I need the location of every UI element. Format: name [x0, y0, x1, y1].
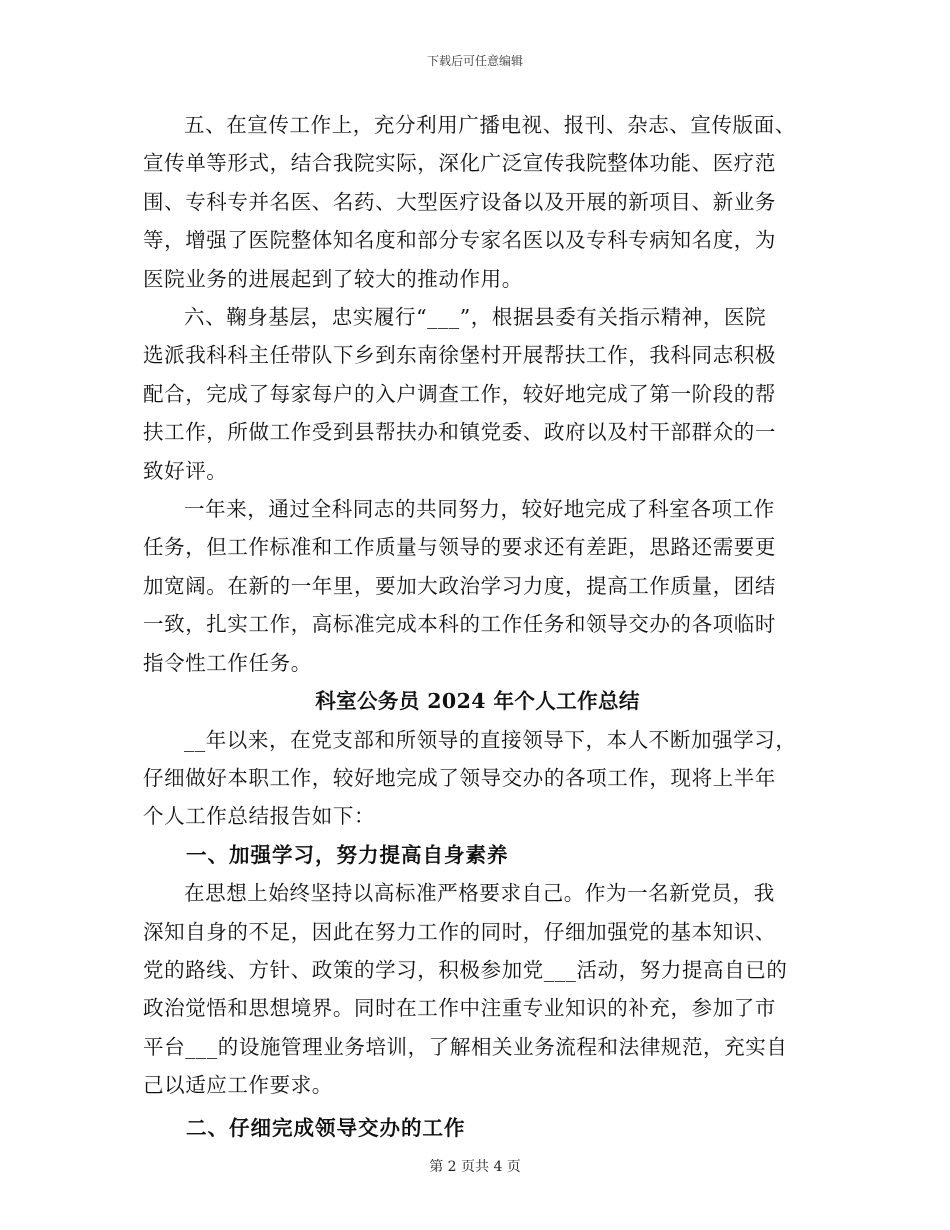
text-line: 深知自身的不足，因此在努力工作的同时，仔细加强党的基本知识、	[143, 919, 776, 944]
text-line: 医院业务的进展起到了较大的推动作用。	[143, 266, 523, 291]
text-line: 己以适应工作要求。	[143, 1073, 333, 1098]
paragraph-grassroots	[143, 298, 808, 490]
text-line: 平台___的设施管理业务培训，了解相关业务流程和法律规范，充实自	[143, 1034, 788, 1059]
section-heading-2: 二、仔细完成领导交办的工作	[186, 1115, 466, 1140]
text-line: 等，增强了医院整体知名度和部分专家名医以及专科专病知名度，为	[143, 228, 776, 253]
text-line: 选派我科科主任带队下乡到东南徐堡村开展帮扶工作，我科同志积极	[143, 343, 776, 368]
text-line: 仔细做好本职工作，较好地完成了领导交办的各项工作，现将上半年	[143, 765, 776, 790]
text-line: 一致，扎实工作，高标准完成本科的工作任务和领导交办的各项临时	[143, 612, 776, 637]
text-line: 五、在宣传工作上，充分利用广播电视、报刊、杂志、宣传版面、	[184, 113, 796, 137]
text-line: 任务，但工作标准和工作质量与领导的要求还有差距，思路还需要更	[143, 535, 776, 560]
page-header: 下载后可任意编辑	[426, 54, 523, 68]
text-line: __年以来，在党支部和所领导的直接领导下，本人不断加强学习，	[184, 727, 797, 752]
text-line: 围、专科专并名医、名药、大型医疗设备以及开展的新项目、新业务	[143, 189, 776, 214]
paragraph-intro	[143, 721, 808, 836]
text-line: 指令性工作任务。	[143, 650, 312, 675]
text-line: 六、鞠身基层，忠实履行“___”，根据县委有关指示精神，医院	[184, 305, 767, 330]
text-line: 个人工作总结报告如下：	[143, 804, 376, 829]
paragraph-summary-year	[143, 490, 808, 682]
text-line: 在思想上始终坚持以高标准严格要求自己。作为一名新党员，我	[184, 881, 775, 906]
section-heading-1: 一、加强学习，努力提高自身素养	[186, 842, 509, 867]
paragraph-publicity	[143, 106, 808, 298]
page-footer: 第 2 页共 4 页	[429, 1159, 521, 1175]
text-line: 一年来，通过全科同志的共同努力，较好地完成了科室各项工作	[184, 497, 775, 522]
paragraph-study	[143, 874, 808, 1104]
text-line: 扶工作，所做工作受到县帮扶办和镇党委、政府以及村干部群众的一	[143, 420, 776, 445]
document-title: 科室公务员 2024 年个人工作总结	[315, 689, 640, 714]
text-line: 宣传单等形式，结合我院实际，深化广泛宣传我院整体功能、医疗范	[143, 151, 776, 176]
text-line: 政治觉悟和思想境界。同时在工作中注重专业知识的补充，参加了市	[143, 996, 776, 1021]
text-line: 配合，完成了每家每户的入户调查工作，较好地完成了第一阶段的帮	[143, 381, 776, 406]
text-line: 党的路线、方针、政策的学习，积极参加党___活动，努力提高自已的	[143, 957, 788, 982]
text-line: 致好评。	[143, 458, 228, 483]
text-line: 加宽阔。在新的一年里，要加大政治学习力度，提高工作质量，团结	[143, 573, 776, 598]
document-body	[143, 106, 808, 1147]
